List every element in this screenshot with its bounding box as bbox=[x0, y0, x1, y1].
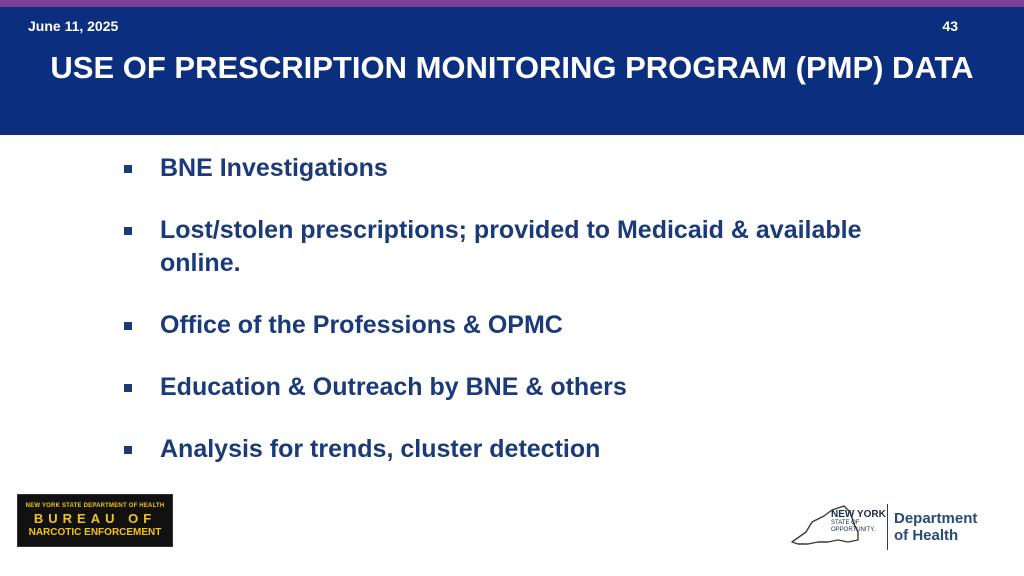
slide-date: June 11, 2025 bbox=[28, 18, 119, 34]
square-bullet-icon bbox=[124, 384, 132, 392]
ny-wordmark-line3: OPPORTUNITY. bbox=[831, 527, 876, 533]
list-item bbox=[120, 152, 880, 185]
logo-divider bbox=[887, 504, 888, 550]
bullet-text: Education & Outreach by BNE & others bbox=[160, 373, 627, 401]
department-of-health-wordmark bbox=[894, 510, 977, 544]
slide-number: 43 bbox=[942, 18, 958, 34]
bullet-text: Analysis for trends, cluster detection bbox=[160, 435, 601, 463]
bne-logo bbox=[17, 494, 173, 547]
ny-wordmark-line1: NEW YORK bbox=[831, 509, 886, 520]
accent-stripe bbox=[0, 0, 1024, 7]
dept-line1: Department bbox=[894, 510, 978, 527]
list-item bbox=[120, 309, 880, 342]
doh-logo bbox=[788, 502, 988, 552]
list-item bbox=[120, 214, 880, 280]
bullet-text: BNE Investigations bbox=[160, 154, 388, 182]
bullet-text: Office of the Professions & OPMC bbox=[160, 311, 563, 339]
ny-state-wordmark bbox=[831, 510, 891, 534]
slide-header bbox=[0, 7, 1024, 135]
square-bullet-icon bbox=[124, 165, 132, 173]
bullet-text: Lost/stolen prescriptions; provided to Medicaid & available online. bbox=[160, 216, 862, 277]
list-item bbox=[120, 433, 880, 466]
square-bullet-icon bbox=[124, 322, 132, 330]
bne-logo-line2: BUREAU OF bbox=[33, 511, 157, 526]
square-bullet-icon bbox=[124, 446, 132, 454]
ny-wordmark-line2: STATE OF bbox=[831, 520, 860, 526]
bne-logo-line1: NEW YORK STATE DEPARTMENT OF HEALTH bbox=[25, 503, 165, 509]
bne-logo-line3: NARCOTIC ENFORCEMENT bbox=[28, 527, 162, 538]
list-item bbox=[120, 371, 880, 404]
square-bullet-icon bbox=[124, 227, 132, 235]
bullet-list bbox=[120, 152, 880, 495]
dept-line2: of Health bbox=[894, 527, 959, 544]
slide-title: USE OF PRESCRIPTION MONITORING PROGRAM (PMP) DATA bbox=[50, 50, 974, 85]
